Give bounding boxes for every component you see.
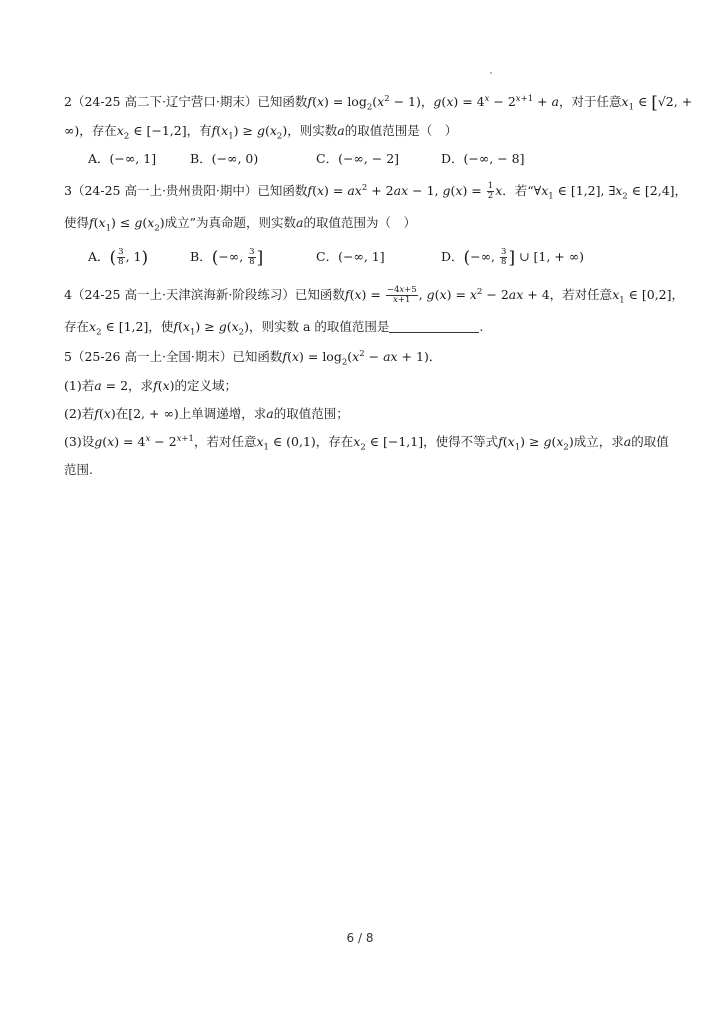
q2-line1: 2（24-25 高二下·辽宁营口·期末）已知函数$f(x) = \log_2(x^2 - 1)$，$g(x) = 4^x - 2^{x+1} + a$，对于任意$x_1$ ∈ [√2, + bbox=[64, 93, 693, 113]
q5-part3-cont bbox=[64, 461, 93, 479]
q2-line2-b: ，有 bbox=[186, 123, 212, 138]
q2-prefix: 2（24-25 高二下·辽宁营口·期末）已知函数 bbox=[64, 94, 308, 109]
q2-line2-a: ∞)，存在 bbox=[64, 123, 117, 138]
speck bbox=[490, 72, 492, 74]
q3-option-a-label: A． bbox=[88, 249, 110, 264]
q5-p3-f: 的取值 bbox=[631, 434, 669, 449]
q5-p2-c: 上单调递增，求 bbox=[178, 406, 267, 421]
q3-line2-a: 使得 bbox=[64, 215, 90, 230]
q4-mid: ，若对任意 bbox=[549, 287, 613, 302]
q3-option-d-label: D． bbox=[441, 249, 464, 264]
q2-option-d: D．(−∞, − 8] bbox=[441, 151, 525, 166]
q2-option-a: A．(−∞, 1] bbox=[88, 151, 157, 166]
q2-line2-c: ，则实数 bbox=[287, 123, 338, 138]
q5-p3-e: 成立，求 bbox=[573, 434, 624, 449]
q4-line2-a: 存在 bbox=[64, 319, 90, 334]
page-number: 6 / 8 bbox=[346, 931, 374, 945]
q5-p3-a: (3)设 bbox=[64, 434, 95, 449]
q5-p1-a: (1)若 bbox=[64, 378, 95, 393]
q5-p1-c: 的定义域； bbox=[174, 378, 238, 393]
q3-line1: 3（24-25 高一上·贵州贵阳·期中）已知函数$f(x) = ax^2 + 2ax - 1$, g(x) = $\frac{1}{2}$ x．若“$\forall x_1$ ∈ [1,2], $\exists x_2$ ∈ [2,4]， bbox=[64, 181, 688, 202]
q5-p3-d: ，使得不等式 bbox=[423, 434, 499, 449]
q5-part2: (2)若f(x)在[2, + ∞)上单调递增，求a的取值范围； bbox=[64, 406, 349, 421]
q4-line2-c: ，则实数 a 的取值范围是 bbox=[248, 319, 390, 334]
q3-option-b: B．(−∞, $\frac{3}{8}$ ] bbox=[190, 247, 264, 268]
q5-p3-g: 范围. bbox=[64, 462, 93, 477]
q3-option-a: A．( $\frac{3}{8}$ , 1) bbox=[88, 247, 149, 268]
q2-option-b: B．(−∞, 0) bbox=[190, 151, 259, 166]
q3-option-c: C．(−∞, 1] bbox=[316, 249, 385, 264]
q2-option-c: C．(−∞, − 2] bbox=[316, 151, 400, 166]
q3-option-d: D．(−∞, $\frac{3}{8}$ ] ∪ [1, + ∞) bbox=[441, 247, 585, 268]
q5-p2-d: 的取值范围； bbox=[273, 406, 349, 421]
q5-line1: 5（25-26 高一上·全国·期末）已知函数$f(x) = \log_2(x^2$ − ax + 1)． bbox=[64, 348, 442, 368]
q3-option-b-label: B． bbox=[190, 249, 212, 264]
answer-blank[interactable] bbox=[389, 320, 479, 333]
q5-prefix: 5（25-26 高一上·全国·期末）已知函数 bbox=[64, 349, 283, 364]
q3-line2-b: 成立”为真命题，则实数 bbox=[164, 215, 297, 230]
q4-line2: 存在$x_2$ ∈ [1,2]，使$f(x_1) \ge g(x_2)$，则实数 a 的取值范围是 . bbox=[64, 319, 484, 338]
q5-p1-b: ，求 bbox=[128, 378, 154, 393]
q5-p2-a: (2)若 bbox=[64, 406, 95, 421]
q3-line2: 使得$f(x_1) \le g(x_2)$成立”为真命题，则实数a的取值范围为（ ） bbox=[64, 215, 416, 234]
q5-part1: (1)若a = 2，求f(x)的定义域； bbox=[64, 378, 238, 393]
q4-line2-b: ，使 bbox=[148, 319, 174, 334]
q4-prefix: 4（24-25 高一上·天津滨海新·阶段练习）已知函数 bbox=[64, 287, 345, 302]
q5-p3-b: ，若对任意 bbox=[193, 434, 257, 449]
q4-line2-d: . bbox=[479, 319, 484, 334]
q4-line1: 4（24-25 高一上·天津滨海新·阶段练习）已知函数f(x) = $\frac{-4x+5}{x+1}$ , $g(x) = x^2 - 2ax + 4$，若对任意$x_1$ ∈ [0,2]， bbox=[64, 285, 685, 306]
q3-line2-c: 的取值范围为（ ） bbox=[303, 215, 416, 230]
q5-part3: (3)设$g(x) = 4^x - 2^{x+1}$，若对任意$x_1$ ∈ (0,1)，存在$x_2$ ∈ [−1,1]，使得不等式$f(x_1) \ge g(x_2)$成立，求a的取值 bbox=[64, 433, 669, 453]
q2-line2: ∞)，存在$x_2$ ∈ [−1,2]，有$f(x_1) \ge g(x_2)$，则实数a的取值范围是（ ） bbox=[64, 123, 458, 142]
q3-prefix: 3（24-25 高一上·贵州贵阳·期中）已知函数 bbox=[64, 183, 308, 198]
q2-mid: ，对于任意 bbox=[559, 94, 622, 109]
q5-p3-c: ，存在 bbox=[315, 434, 354, 449]
q3-mid: ．若“ bbox=[502, 183, 534, 198]
q5-p2-b: 在 bbox=[115, 406, 129, 421]
q2-line2-d: 的取值范围是（ ） bbox=[344, 123, 458, 138]
